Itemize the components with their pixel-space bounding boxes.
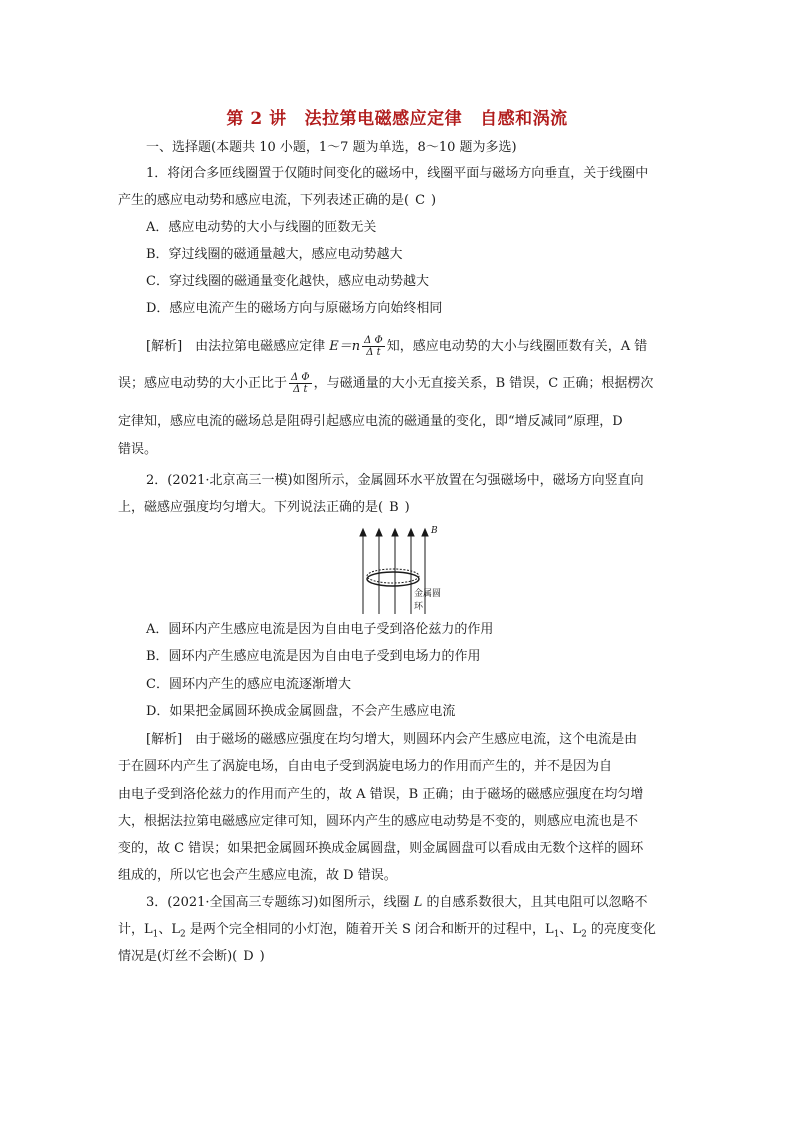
q3-text-f: 、L — [559, 922, 582, 937]
field-arrow — [392, 529, 398, 536]
q2-stem-close: ) — [404, 500, 410, 515]
section-heading: 一、选择题(本题共 10 小题，1～7 题为单选，8～10 题为多选) — [146, 140, 517, 155]
q2-analysis-line3: 由电子受到洛伦兹力的作用而产生的，故 A 错误，B 正确；由于磁场的磁感应强度在均匀增 — [118, 787, 644, 802]
q1-formula: E＝n — [329, 339, 361, 354]
field-label-b: B — [431, 526, 438, 536]
q3-text-c: 计，L — [118, 922, 153, 937]
q1-analysis-line2 — [118, 372, 688, 395]
field-arrow — [376, 529, 382, 536]
subscript: 2 — [180, 929, 186, 940]
q1-answer: C — [415, 193, 426, 208]
q1-fraction-1 — [362, 335, 385, 358]
q3-coil-symbol: L — [413, 895, 423, 910]
q1-option-a: A．感应电动势的大小与线圈的匝数无关 — [146, 220, 377, 235]
q3-text-g: 的亮度变化 — [586, 922, 656, 937]
q1-stem-line2 — [118, 192, 688, 210]
q2-stem-text: 上，磁感应强度均匀增大。下列说法正确的是( — [118, 500, 384, 515]
q1-stem-line1: 1．将闭合多匝线圈置于仅随时间变化的磁场中，线圈平面与磁场方向垂直，关于线圈中 — [146, 166, 649, 181]
q2-analysis-line1: [解析] 由于磁场的磁感应强度在均匀增大，则圆环内会产生感应电流，这个电流是由 — [146, 732, 638, 747]
q3-stem-line2 — [118, 921, 688, 944]
q2-stem-line1: 2．(2021·北京高三一模)如图所示，金属圆环水平放置在匀强磁场中，磁场方向竖直向 — [146, 473, 644, 488]
q1-analysis-text-b: 知，感应电动势的大小与线圈匝数有关，A 错 — [386, 339, 648, 354]
q1-analysis-line4: 错误。 — [118, 442, 158, 457]
q3-answer: D — [243, 949, 254, 964]
q2-stem-line2 — [118, 499, 688, 517]
subscript: 1 — [553, 929, 560, 940]
q1-stem-text: 产生的感应电动势和感应电流，下列表述正确的是( — [118, 193, 410, 208]
fraction-numerator: Δ Φ — [364, 335, 383, 346]
q1-fraction-2 — [289, 372, 312, 395]
q2-option-c: C．圆环内产生的感应电流逐渐增大 — [146, 677, 351, 692]
field-arrow — [422, 529, 428, 536]
q1-stem-close: ) — [431, 193, 437, 208]
q3-stem-line3 — [118, 948, 688, 966]
q3-text-d: 、L — [158, 922, 181, 937]
q2-analysis-line6: 组成的，所以它也会产生感应电流，故 D 错误。 — [118, 868, 397, 883]
subscript: 2 — [581, 929, 587, 940]
fraction-denominator: Δ t — [366, 347, 381, 358]
title-topic: 法拉第电磁感应定律 — [304, 109, 463, 129]
q3-text-b: 的自感系数很大，且其电阻可以忽略不 — [422, 895, 648, 910]
q3-stem-line1 — [146, 894, 716, 912]
field-arrow — [360, 529, 366, 536]
q2-analysis-line2: 于在圆环内产生了涡旋电场，自由电子受到涡旋电场力的作用而产生的，并不是因为自 — [118, 759, 613, 774]
q1-analysis-line1 — [146, 335, 716, 358]
q2-answer: B — [389, 500, 399, 515]
q2-analysis-line5: 变的，故 C 错误；如果把金属圆环换成金属圆盘，则金属圆盘可以看成由无数个这样的圆环 — [118, 841, 644, 856]
fraction-numerator: Δ Φ — [291, 372, 310, 383]
magnetic-ring-figure — [351, 524, 443, 616]
q1-analysis-text: [解析] 由法拉第电磁感应定律 — [146, 339, 330, 354]
title-subtopic: 自感和涡流 — [480, 109, 568, 129]
q1-analysis-text-c: 误；感应电动势的大小正比于 — [118, 376, 288, 391]
title-lecture: 第 2 讲 — [226, 109, 287, 129]
q3-text-e: 是两个完全相同的小灯泡，随着开关 S 闭合和断开的过程中，L — [185, 922, 554, 937]
q1-analysis-line3: 定律知，感应电流的磁场总是阻碍引起感应电流的磁通量的变化，即“增反减同”原理，D — [118, 414, 623, 429]
q3-stem-close: ) — [259, 949, 265, 964]
q2-analysis-line4: 大，根据法拉第电磁感应定律可知，圆环内产生的感应电动势是不变的，则感应电流也是不 — [118, 814, 639, 829]
ring-label: 金属圆环 — [414, 589, 442, 612]
q1-option-d: D．感应电流产生的磁场方向与原磁场方向始终相同 — [146, 301, 443, 316]
page-title — [0, 104, 794, 129]
q2-option-d: D．如果把金属圆环换成金属圆盘，不会产生感应电流 — [146, 704, 456, 719]
q2-option-a: A．圆环内产生感应电流是因为自由电子受到洛伦兹力的作用 — [146, 622, 494, 637]
q3-text: 3．(2021·全国高三专题练习)如图所示，线圈 — [146, 895, 414, 910]
q1-analysis-text-d: ，与磁通量的大小无直接关系，B 错误，C 正确；根据楞次 — [313, 376, 654, 391]
subscript: 1 — [152, 929, 159, 940]
fraction-denominator: Δ t — [293, 384, 308, 395]
q3-text-h: 情况是(灯丝不会断)( — [118, 949, 238, 964]
field-arrow — [408, 529, 414, 536]
q2-option-b: B．圆环内产生感应电流是因为自由电子受到电场力的作用 — [146, 649, 481, 664]
q1-option-b: B．穿过线圈的磁通量越大，感应电动势越大 — [146, 247, 403, 262]
q1-option-c: C．穿过线圈的磁通量变化越快，感应电动势越大 — [146, 274, 429, 289]
